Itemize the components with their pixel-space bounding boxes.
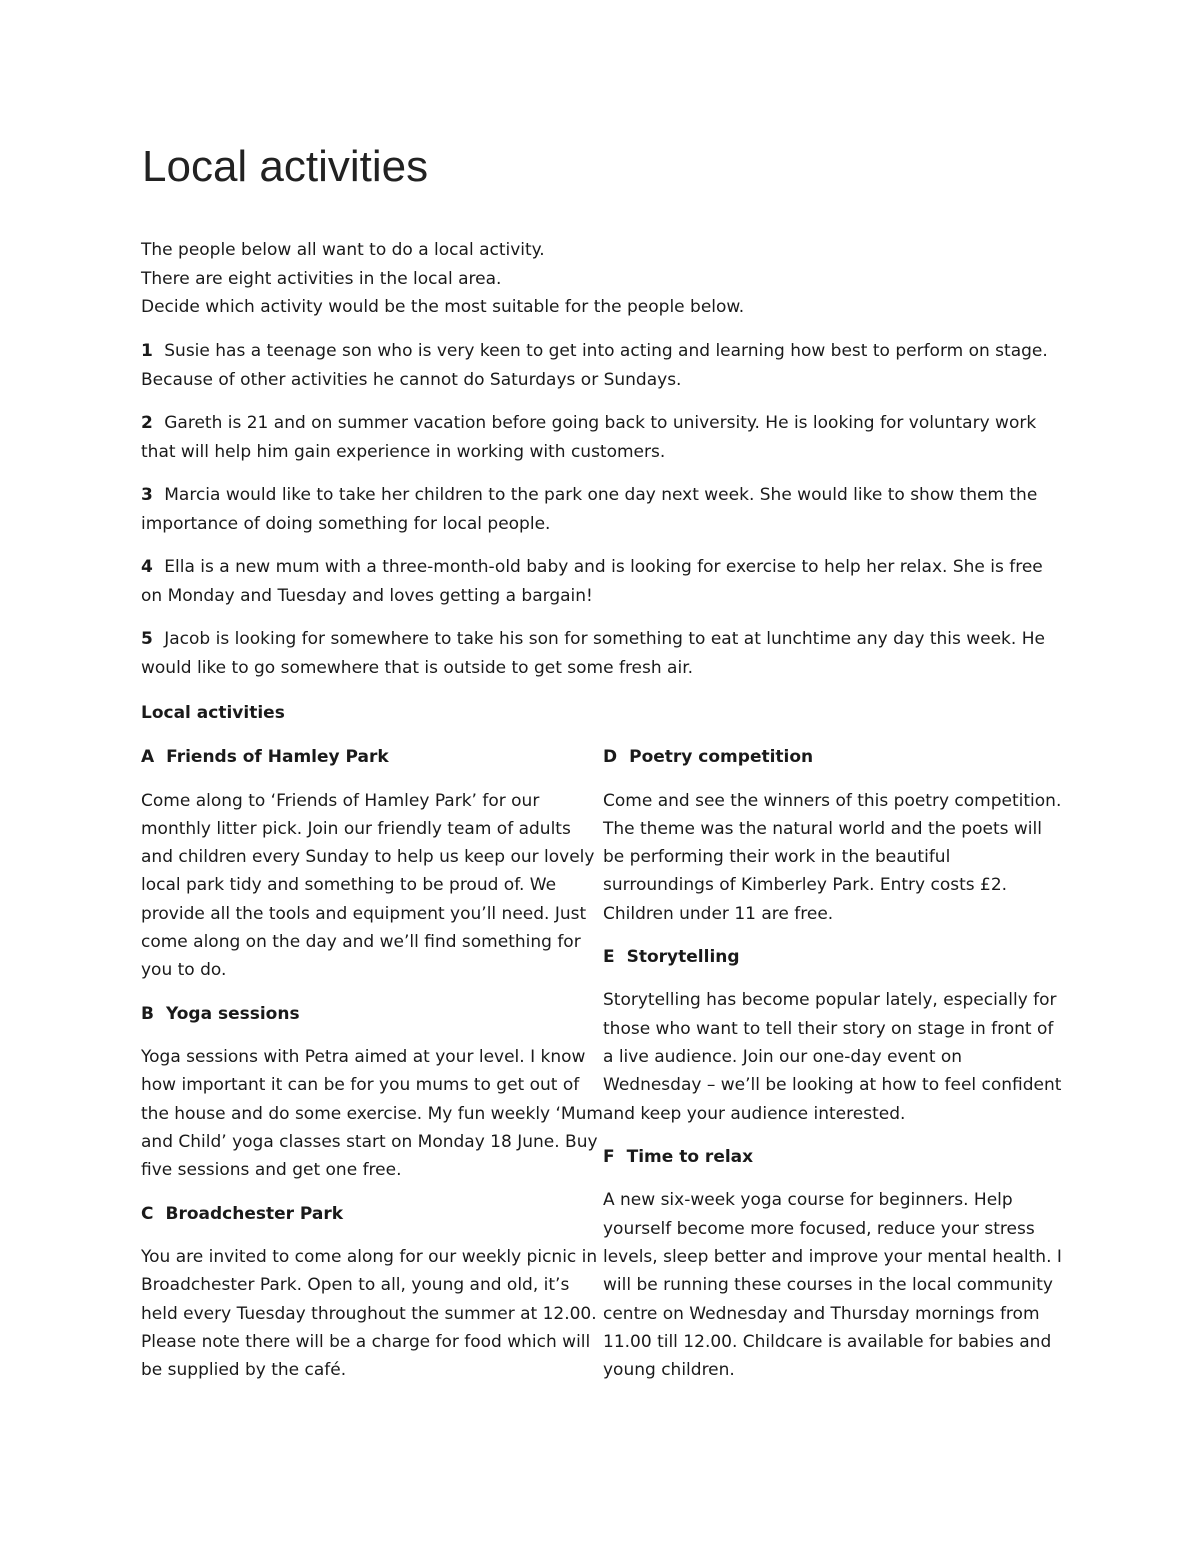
question-text: Marcia would like to take her children to the park one day next week. She would like to show them the importance of doing something for local people. [141,485,1038,534]
activity-b [141,1000,603,1185]
intro-line: Decide which activity would be the most suitable for the people below. [141,297,745,317]
activity-title: Friends of Hamley Park [166,747,389,767]
activity-e [603,943,1065,1128]
question-number: 3 [141,485,153,505]
question-text: Jacob is looking for somewhere to take his son for something to eat at lunchtime any day this week. He would like to go somewhere that is outside to get some fresh air. [141,629,1045,678]
activity-letter: F [603,1146,615,1167]
question-item [141,481,1061,538]
activity-letter: A [141,747,155,767]
activity-title: Yoga sessions [165,1003,300,1024]
activity-c [141,1200,603,1385]
activity-title: Time to relax [626,1146,754,1167]
activity-a [141,743,603,985]
question-text: Susie has a teenage son who is very keen to get into acting and learning how best to perform on stage. Because of other activities he cannot do Saturdays or Sundays. [141,341,1048,390]
question-text: Gareth is 21 and on summer vacation before going back to university. He is looking for voluntary work that will help him gain experience in working with customers. [141,413,1037,462]
activity-heading [603,1143,1065,1172]
question-item [141,337,1061,394]
question-item [141,409,1061,466]
activity-letter: E [603,946,615,967]
activity-letter: B [141,1003,154,1024]
question-list [141,337,1061,697]
question-number: 5 [141,629,153,649]
question-item [141,625,1061,682]
activity-letter: D [603,747,618,767]
question-number: 2 [141,413,153,433]
activities-column-left [141,743,603,1400]
activity-body: You are invited to come along for our weekly picnic in Broadchester Park. Open to all, young and old, it’s held every Tuesday throughout the summer at 12.00. Please note there will be a charge for food which will be supplied by the café. [141,1247,598,1381]
activity-heading [603,743,1065,772]
question-text: Ella is a new mum with a three-month-old baby and is looking for exercise to help her relax. She is free on Monday and Tuesday and loves getting a bargain! [141,557,1043,606]
activity-body: A new six-week yoga course for beginners. Help yourself become more focused, reduce your stress levels, sleep better and improve your mental health. I will be running these courses in the local community centre on Wednesday and Thursday mornings from 11.00 till 12.00. Childcare is available for babies and young children. [603,1190,1062,1381]
activity-heading [603,943,1065,972]
activities-column-right [603,743,1065,1400]
question-number: 4 [141,557,153,577]
activity-title: Poetry competition [629,747,814,767]
activity-letter: C [141,1203,154,1224]
activity-body: Storytelling has become popular lately, especially for those who want to tell their story on stage in front of a live audience. Join our one-day event on Wednesday – we’ll be looking at how to feel confident and keep your audience interested. [603,990,1062,1124]
activity-body: Come along to ‘Friends of Hamley Park’ for our monthly litter pick. Join our friendly team of adults and children every Sunday to help us keep our lovely local park tidy and something to be proud of. We provide all the tools and equipment you’ll need. Just come along on the day and we’ll find something for you to do. [141,790,595,981]
intro [141,236,1081,322]
activity-body: Come and see the winners of this poetry competition. The theme was the natural world and the poets will be performing their work in the beautiful surroundings of Kimberley Park. Entry costs £2. Children under 11 are free. [603,790,1062,924]
activities-heading: Local activities [141,703,285,723]
intro-line: There are eight activities in the local area. [141,268,502,289]
activity-heading [141,1200,603,1229]
activity-heading [141,743,603,772]
activity-body: Yoga sessions with Petra aimed at your level. I know how important it can be for you mums to get out of the house and do some exercise. My fun weekly ‘Mum and Child’ yoga classes start on Monday 18 June. Buy five sessions and get one free. [141,1047,603,1181]
page-title: Local activities [142,142,429,191]
activity-title: Broadchester Park [165,1203,344,1224]
question-item [141,553,1061,610]
activity-d [603,743,1065,928]
activity-f [603,1143,1065,1385]
question-number: 1 [141,341,153,361]
intro-line: The people below all want to do a local activity. [141,240,545,260]
activity-title: Storytelling [626,946,740,967]
activity-heading [141,1000,603,1029]
